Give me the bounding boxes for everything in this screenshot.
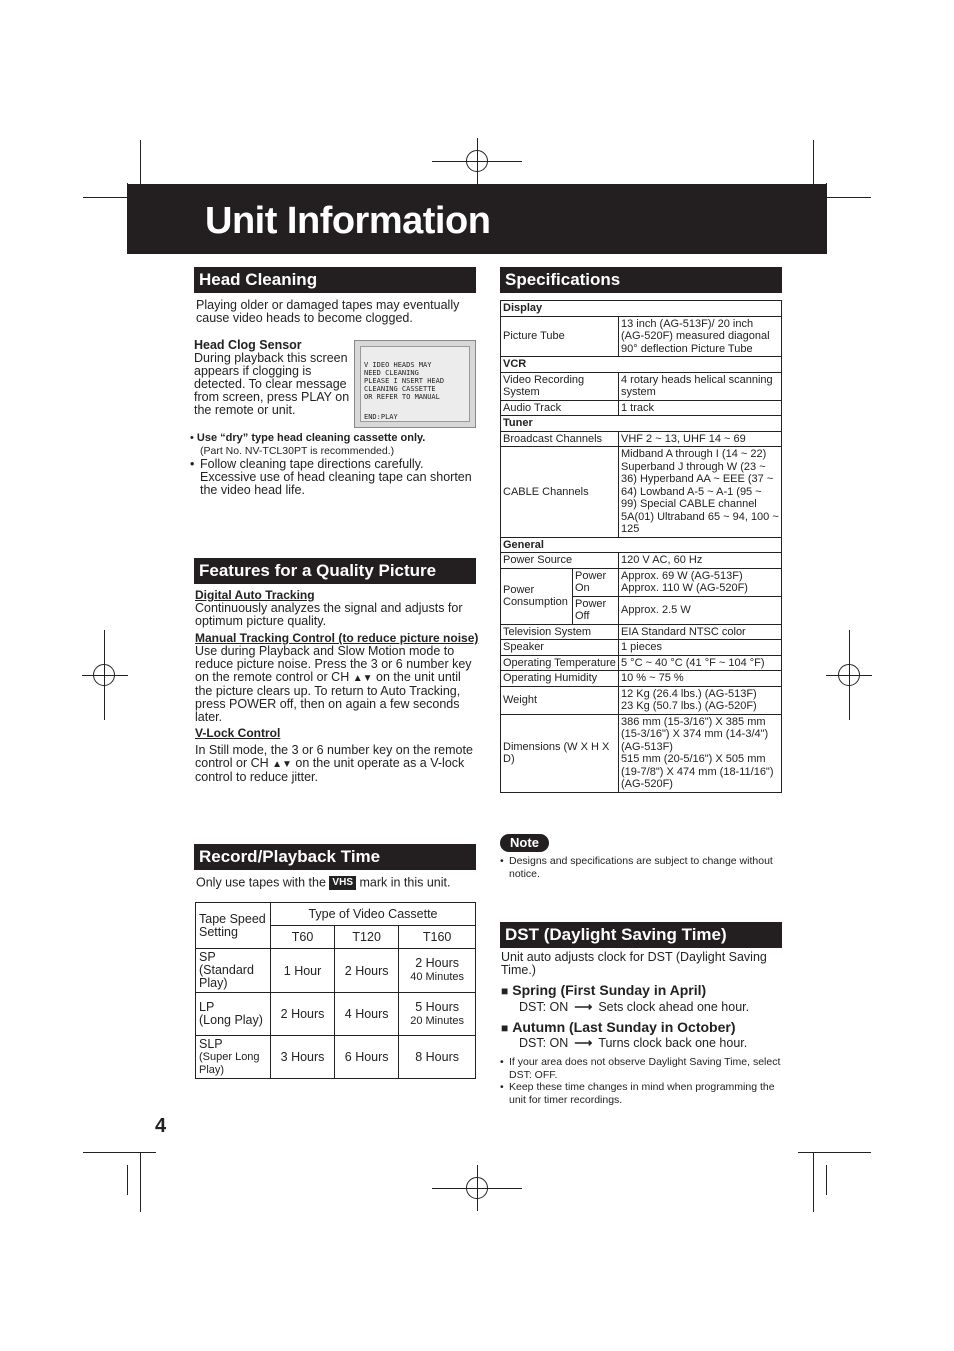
table-row: Power Off Approx. 2.5 W <box>501 596 782 624</box>
vlock-title: V-Lock Control <box>195 726 281 740</box>
table-row: Audio Track 1 track <box>501 400 782 416</box>
record-playback-heading: Record/Playback Time <box>194 844 476 870</box>
dst-bullet-1: • If your area does not observe Daylight Saving Time, select DST: OFF. <box>500 1056 781 1081</box>
spec-group: Display <box>501 301 782 317</box>
table-row: Power Consumption Power On Approx. 69 W (AG-513F) Approx. 110 W (AG-520F) <box>501 568 782 596</box>
record-playback-intro: Only use tapes with the VHS mark in this unit. <box>196 875 451 890</box>
table-row: SP (Standard Play) 1 Hour 2 Hours 2 Hours 40 Minutes <box>196 949 476 993</box>
col-header-setting: Tape Speed Setting <box>196 903 271 949</box>
dst-autumn-row: DST: ON ⟶ Turns clock back one hour. <box>519 1036 748 1050</box>
page-title: Unit Information <box>205 200 491 242</box>
table-row: CABLE Channels Midband A through I (14 ~ 22) Superband J through W (23 ~ 36) Hyperband AA ~ EEE (37 ~ 64) Lowband A-5 ~ A-1 (95 ~ 99) Special CABLE channel 5A(01) Ultraband 65 ~ 94, 100 ~ 125 <box>501 447 782 538</box>
table-row: LP (Long Play) 2 Hours 4 Hours 5 Hours 20 Minutes <box>196 993 476 1036</box>
specifications-table <box>500 300 782 793</box>
tape-time-table <box>195 902 476 1079</box>
vlock-text: In Still mode, the 3 or 6 number key on the remote control or CH ▲▼ on the unit operate as a V-lock control to reduce jitter. <box>195 743 473 784</box>
head-cleaning-heading: Head Cleaning <box>194 267 476 293</box>
table-row: Picture Tube 13 inch (AG-513F)/ 20 inch (AG-520F) measured diagonal 90° deflection Picture Tube <box>501 316 782 357</box>
screen-line: NEED CLEANING <box>364 369 419 377</box>
table-row: Video Recording System 4 rotary heads helical scanning system <box>501 372 782 400</box>
dst-heading: DST (Daylight Saving Time) <box>500 922 782 948</box>
bullet-1-sub: (Part No. NV-TCL30PT is recommended.) <box>200 445 395 457</box>
col-header-type: Type of Video Cassette <box>271 903 476 926</box>
col-header-t160: T160 <box>399 926 476 949</box>
ch-arrows-icon: ▲▼ <box>352 673 373 684</box>
screen-line: PLEASE I NSERT HEAD <box>364 377 445 385</box>
dat-title: Digital Auto Tracking <box>195 588 315 602</box>
mtc-title: Manual Tracking Control (to reduce picture noise) <box>195 631 479 645</box>
head-clog-screen <box>354 340 476 428</box>
col-header-t60: T60 <box>271 926 335 949</box>
ch-arrows-icon: ▲▼ <box>272 759 292 770</box>
title-bar <box>127 184 827 254</box>
spec-group: Tuner <box>501 416 782 432</box>
vhs-logo: VHS <box>329 876 356 890</box>
note-text: • Designs and specifications are subject to change without notice. <box>500 855 773 880</box>
dat-text: Continuously analyzes the signal and adjusts for optimum picture quality. <box>195 601 463 628</box>
col-header-t120: T120 <box>335 926 399 949</box>
spec-group: VCR <box>501 357 782 373</box>
table-row: Dimensions (W X H X D) 386 mm (15-3/16") X 385 mm (15-3/16") X 374 mm (14-3/4") (AG-513F) 515 mm (20-5/16") X 505 mm (19-7/8") X 474 mm (18-11/16") (AG-520F) <box>501 714 782 792</box>
dst-intro: Unit auto adjusts clock for DST (Daylight Saving Time.) <box>501 950 767 977</box>
dst-spring-row: DST: ON ⟶ Sets clock ahead one hour. <box>519 1000 750 1014</box>
screen-footer: END:PLAY <box>364 413 398 421</box>
head-clog-sensor-text: During playback this screen appears if clogging is detected. To clear message from screen, press PLAY on the remote or unit. <box>194 351 350 417</box>
head-cleaning-intro: Playing older or damaged tapes may eventually cause video heads to become clogged. <box>196 298 460 325</box>
head-cleaning-bullet-1: • Use “dry” type head cleaning cassette only. (Part No. NV-TCL30PT is recommended.) <box>190 432 426 457</box>
arrow-right-icon: ⟶ <box>574 1000 593 1014</box>
table-row: Broadcast Channels VHF 2 ~ 13, UHF 14 ~ 69 <box>501 431 782 447</box>
table-row: Power Source 120 V AC, 60 Hz <box>501 553 782 569</box>
dst-autumn-title: ■ Autumn (Last Sunday in October) <box>501 1019 736 1035</box>
table-row: Speaker 1 pieces <box>501 640 782 656</box>
screen-line: OR REFER TO MANUAL <box>364 393 440 401</box>
screen-line: V IDEO HEADS MAY <box>364 361 432 369</box>
mtc-text: Use during Playback and Slow Motion mode to reduce picture noise. Press the 3 or 6 number key on the remote control or CH ▲▼ on the unit until the picture clears up. To return to Auto Tracking, press POWER off, then on again a few seconds later. <box>195 644 472 724</box>
screen-line: CLEANING CASSETTE <box>364 385 436 393</box>
square-bullet-icon: ■ <box>501 1021 509 1035</box>
head-cleaning-bullet-2: • Follow cleaning tape directions carefully. Excessive use of head cleaning tape can shorten the video head life. <box>190 457 472 497</box>
page-number: 4 <box>155 1115 167 1137</box>
specifications-heading: Specifications <box>500 267 782 293</box>
head-clog-sensor-title: Head Clog Sensor <box>194 338 302 352</box>
table-row: SLP (Super Long Play) 3 Hours 6 Hours 8 Hours <box>196 1036 476 1079</box>
dst-bullet-2: • Keep these time changes in mind when programming the unit for timer recordings. <box>500 1081 775 1106</box>
square-bullet-icon: ■ <box>501 984 509 998</box>
table-row: Television System EIA Standard NTSC color <box>501 624 782 640</box>
spec-group: General <box>501 537 782 553</box>
table-row: Operating Temperature 5 °C ~ 40 °C (41 °F ~ 104 °F) <box>501 655 782 671</box>
table-row: Weight 12 Kg (26.4 lbs.) (AG-513F) 23 Kg (50.7 lbs.) (AG-520F) <box>501 686 782 714</box>
arrow-right-icon: ⟶ <box>574 1036 593 1050</box>
dst-spring-title: ■ Spring (First Sunday in April) <box>501 982 707 998</box>
features-heading: Features for a Quality Picture <box>194 558 476 584</box>
note-label: Note <box>500 834 549 852</box>
bullet-1-bold: Use “dry” type head cleaning cassette only. <box>196 432 426 444</box>
table-row: Operating Humidity 10 % ~ 75 % <box>501 671 782 687</box>
